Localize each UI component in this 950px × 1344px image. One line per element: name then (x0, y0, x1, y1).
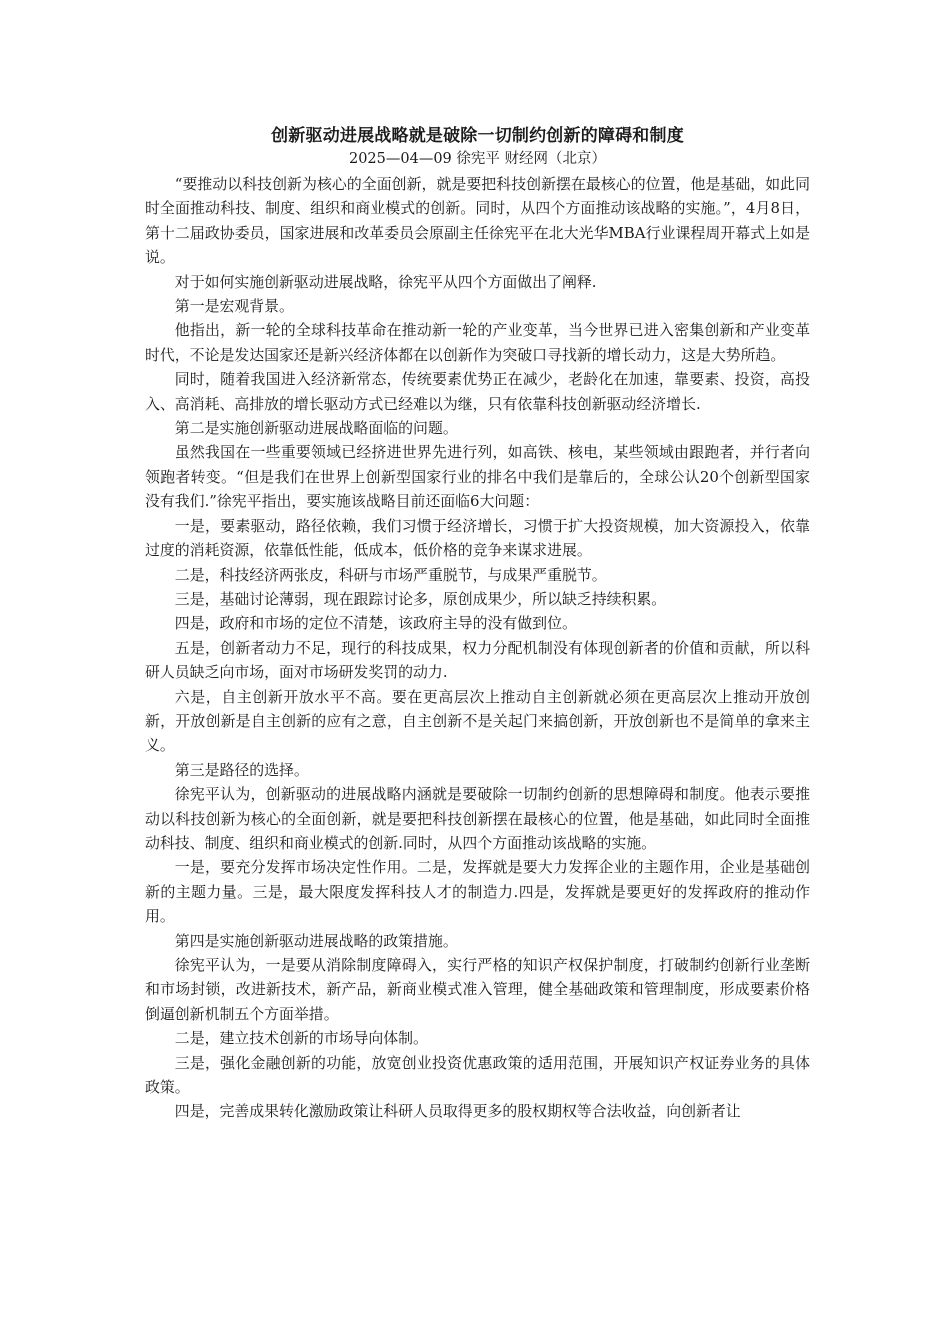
paragraph: 一是，要素驱动，路径依赖，我们习惯于经济增长，习惯于扩大投资规模，加大资源投入，依靠过度的消耗资源，依靠低性能，低成本，低价格的竞争来谋求进展。 (145, 516, 810, 560)
paragraph: 一是，要充分发挥市场决定性作用。二是，发挥就是要大力发挥企业的主题作用，企业是基础创新的主题力量。三是，最大限度发挥科技人才的制造力.四是，发挥就是要更好的发挥政府的推动作用。 (145, 858, 810, 926)
article-body (145, 124, 810, 1124)
paragraph: 四是，政府和市场的定位不清楚，该政府主导的没有做到位。 (174, 614, 577, 633)
paragraph: 对于如何实施创新驱动进展战略，徐宪平从四个方面做出了阐释. (174, 272, 597, 291)
paragraph: 五是，创新者动力不足，现行的科技成果，权力分配机制没有体现创新者的价值和贡献，所以科研人员缺乏向市场，面对市场研发奖罚的动力. (145, 638, 810, 682)
paragraph: 三是，强化金融创新的功能，放宽创业投资优惠政策的适用范围，开展知识产权证券业务的具体政策。 (145, 1053, 810, 1097)
paragraph: 四是，完善成果转化激励政策让科研人员取得更多的股权期权等合法收益，向创新者让 (174, 1102, 741, 1121)
article-meta: 2025—04—09 徐宪平 财经网（北京） (348, 151, 607, 167)
paragraph: 三是，基础讨论薄弱，现在跟踪讨论多，原创成果少，所以缺乏持续积累。 (174, 589, 667, 608)
paragraph: “要推动以科技创新为核心的全面创新，就是要把科技创新摆在最核心的位置，他是基础，如此同时全面推动科技、制度、组织和商业模式的创新。同时，从四个方面推动该战略的实施。”，4月8日，第十二届政协委员，国家进展和改革委员会原副主任徐宪平在北大光华MBA行业课程周开幕式上如是说。 (145, 175, 810, 267)
article-title: 创新驱动进展战略就是破除一切制约创新的障碍和制度 (271, 126, 684, 146)
paragraph: 同时，随着我国进入经济新常态，传统要素优势正在减少，老龄化在加速，靠要素、投资，高投入、高消耗、高排放的增长驱动方式已经难以为继，只有依靠科技创新驱动经济增长. (145, 370, 810, 413)
paragraph: 他指出，新一轮的全球科技革命在推动新一轮的产业变革，当今世界已进入密集创新和产业变革时代，不论是发达国家还是新兴经济体都在以创新作为突破口寻找新的增长动力，这是大势所趋。 (145, 321, 810, 364)
article-paragraphs (145, 172, 810, 1124)
paragraph: 六是，自主创新开放水平不高。要在更高层次上推动自主创新就必须在更高层次上推动开放创新，开放创新是自主创新的应有之意，自主创新不是关起门来搞创新，开放创新也不是简单的拿来主义。 (145, 687, 810, 755)
paragraph: 第三是路径的选择。 (174, 760, 309, 779)
paragraph: 第二是实施创新驱动进展战略面临的问题。 (174, 419, 458, 438)
paragraph: 第一是宏观背景。 (174, 297, 294, 316)
paragraph: 徐宪平认为，一是要从消除制度障碍入，实行严格的知识产权保护制度，打破制约创新行业垄断和市场封锁，改进新技术，新产品，新商业模式准入管理，健全基础政策和管理制度，形成要素价格倒逼创新机制五个方面举措。 (145, 956, 810, 1023)
paragraph: 虽然我国在一些重要领域已经挤进世界先进行列，如高铁、核电，某些领域由跟跑者，并行者向领跑者转变。“但是我们在世界上创新型国家行业的排名中我们是靠后的，全球公认20个创新型国家没有我们.”徐宪平指出，要实施该战略目前还面临6大问题： (145, 443, 810, 511)
paragraph: 二是，科技经济两张皮，科研与市场严重脱节，与成果严重脱节。 (174, 565, 607, 584)
paragraph: 二是，建立技术创新的市场导向体制。 (174, 1029, 428, 1048)
paragraph: 第四是实施创新驱动进展战略的政策措施。 (174, 931, 458, 950)
paragraph: 徐宪平认为，创新驱动的进展战略内涵就是要破除一切制约创新的思想障碍和制度。他表示要推动以科技创新为核心的全面创新，就是要把科技创新摆在最核心的位置，他是基础，如此同时全面推动科技、制度、组织和商业模式的创新.同时，从四个方面推动该战略的实施。 (145, 785, 810, 852)
